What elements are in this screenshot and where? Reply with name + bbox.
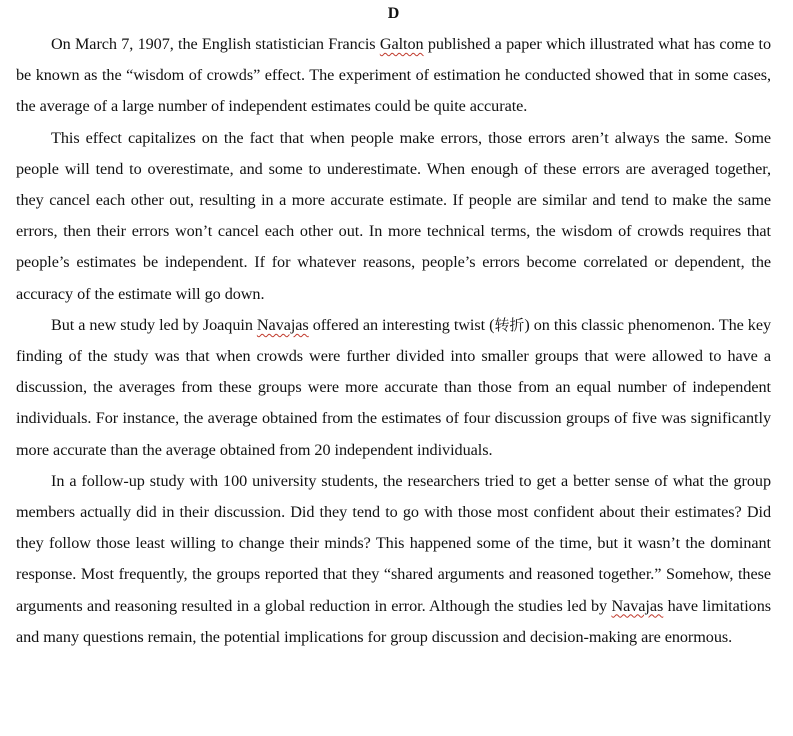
paragraph-1 bbox=[16, 29, 771, 123]
paragraph-4 bbox=[16, 466, 771, 653]
spellcheck-flagged-word: Navajas bbox=[256, 315, 309, 334]
document-body bbox=[16, 29, 771, 653]
paragraph-3 bbox=[16, 310, 771, 466]
paragraph-2 bbox=[16, 123, 771, 310]
paragraph-text: But a new study led by Joaquin bbox=[51, 315, 257, 334]
paragraph-text: offered an interesting twist ( bbox=[308, 315, 495, 334]
paragraph-text: ) on this classic phenomenon. The key finding of the study was that when crowds were further divided into smaller groups that were allowed to have a discussion, the averages from these groups were more accurate than those from an equal number of independent individuals. For instance, the average obtained from the estimates of four discussion groups of five was significantly more accurate than the average obtained from 20 independent individuals. bbox=[16, 315, 772, 459]
spellcheck-flagged-word: Navajas bbox=[611, 596, 664, 615]
paragraph-text: have limitations and many questions remain, the potential implications for group discussion and decision-making are enormous. bbox=[16, 596, 771, 646]
paragraph-text: On March 7, 1907, the English statistician Francis bbox=[51, 35, 380, 53]
paragraph-text: published a paper which illustrated what has come to be known as the “wisdom of crowds” effect. The experiment of estimation he conducted showed that in some cases, the average of a large number of independent estimates could be quite accurate. bbox=[16, 35, 771, 116]
paragraph-text: In a follow-up study with 100 university students, the researchers tried to get a better sense of what the group members actually did in their discussion. Did they tend to go with those most confident about their estimates? Did they follow those least willing to change their minds? This happened some of the time, but it wasn’t the dominant response. Most frequently, the groups reported that they “shared arguments and reasoned together.” Somehow, these arguments and reasoning resulted in a global reduction in error. Although the studies led by bbox=[16, 471, 771, 615]
document-page bbox=[16, 0, 771, 653]
spellcheck-flagged-word: Galton bbox=[379, 35, 424, 53]
section-title: D bbox=[387, 5, 400, 22]
paragraph-text: This effect capitalizes on the fact that when people make errors, those errors aren’t always the same. Some people will tend to overestimate, and some to underestimate. When enough of these errors are averaged together, they cancel each other out, resulting in a more accurate estimate. If people are similar and tend to make the same errors, then their errors won’t cancel each other out. In more technical terms, the wisdom of crowds requires that people’s estimates be independent. If for whatever reasons, people’s errors become correlated or dependent, the accuracy of the estimate will go down. bbox=[16, 128, 771, 303]
chinese-gloss: 转折 bbox=[494, 315, 525, 334]
